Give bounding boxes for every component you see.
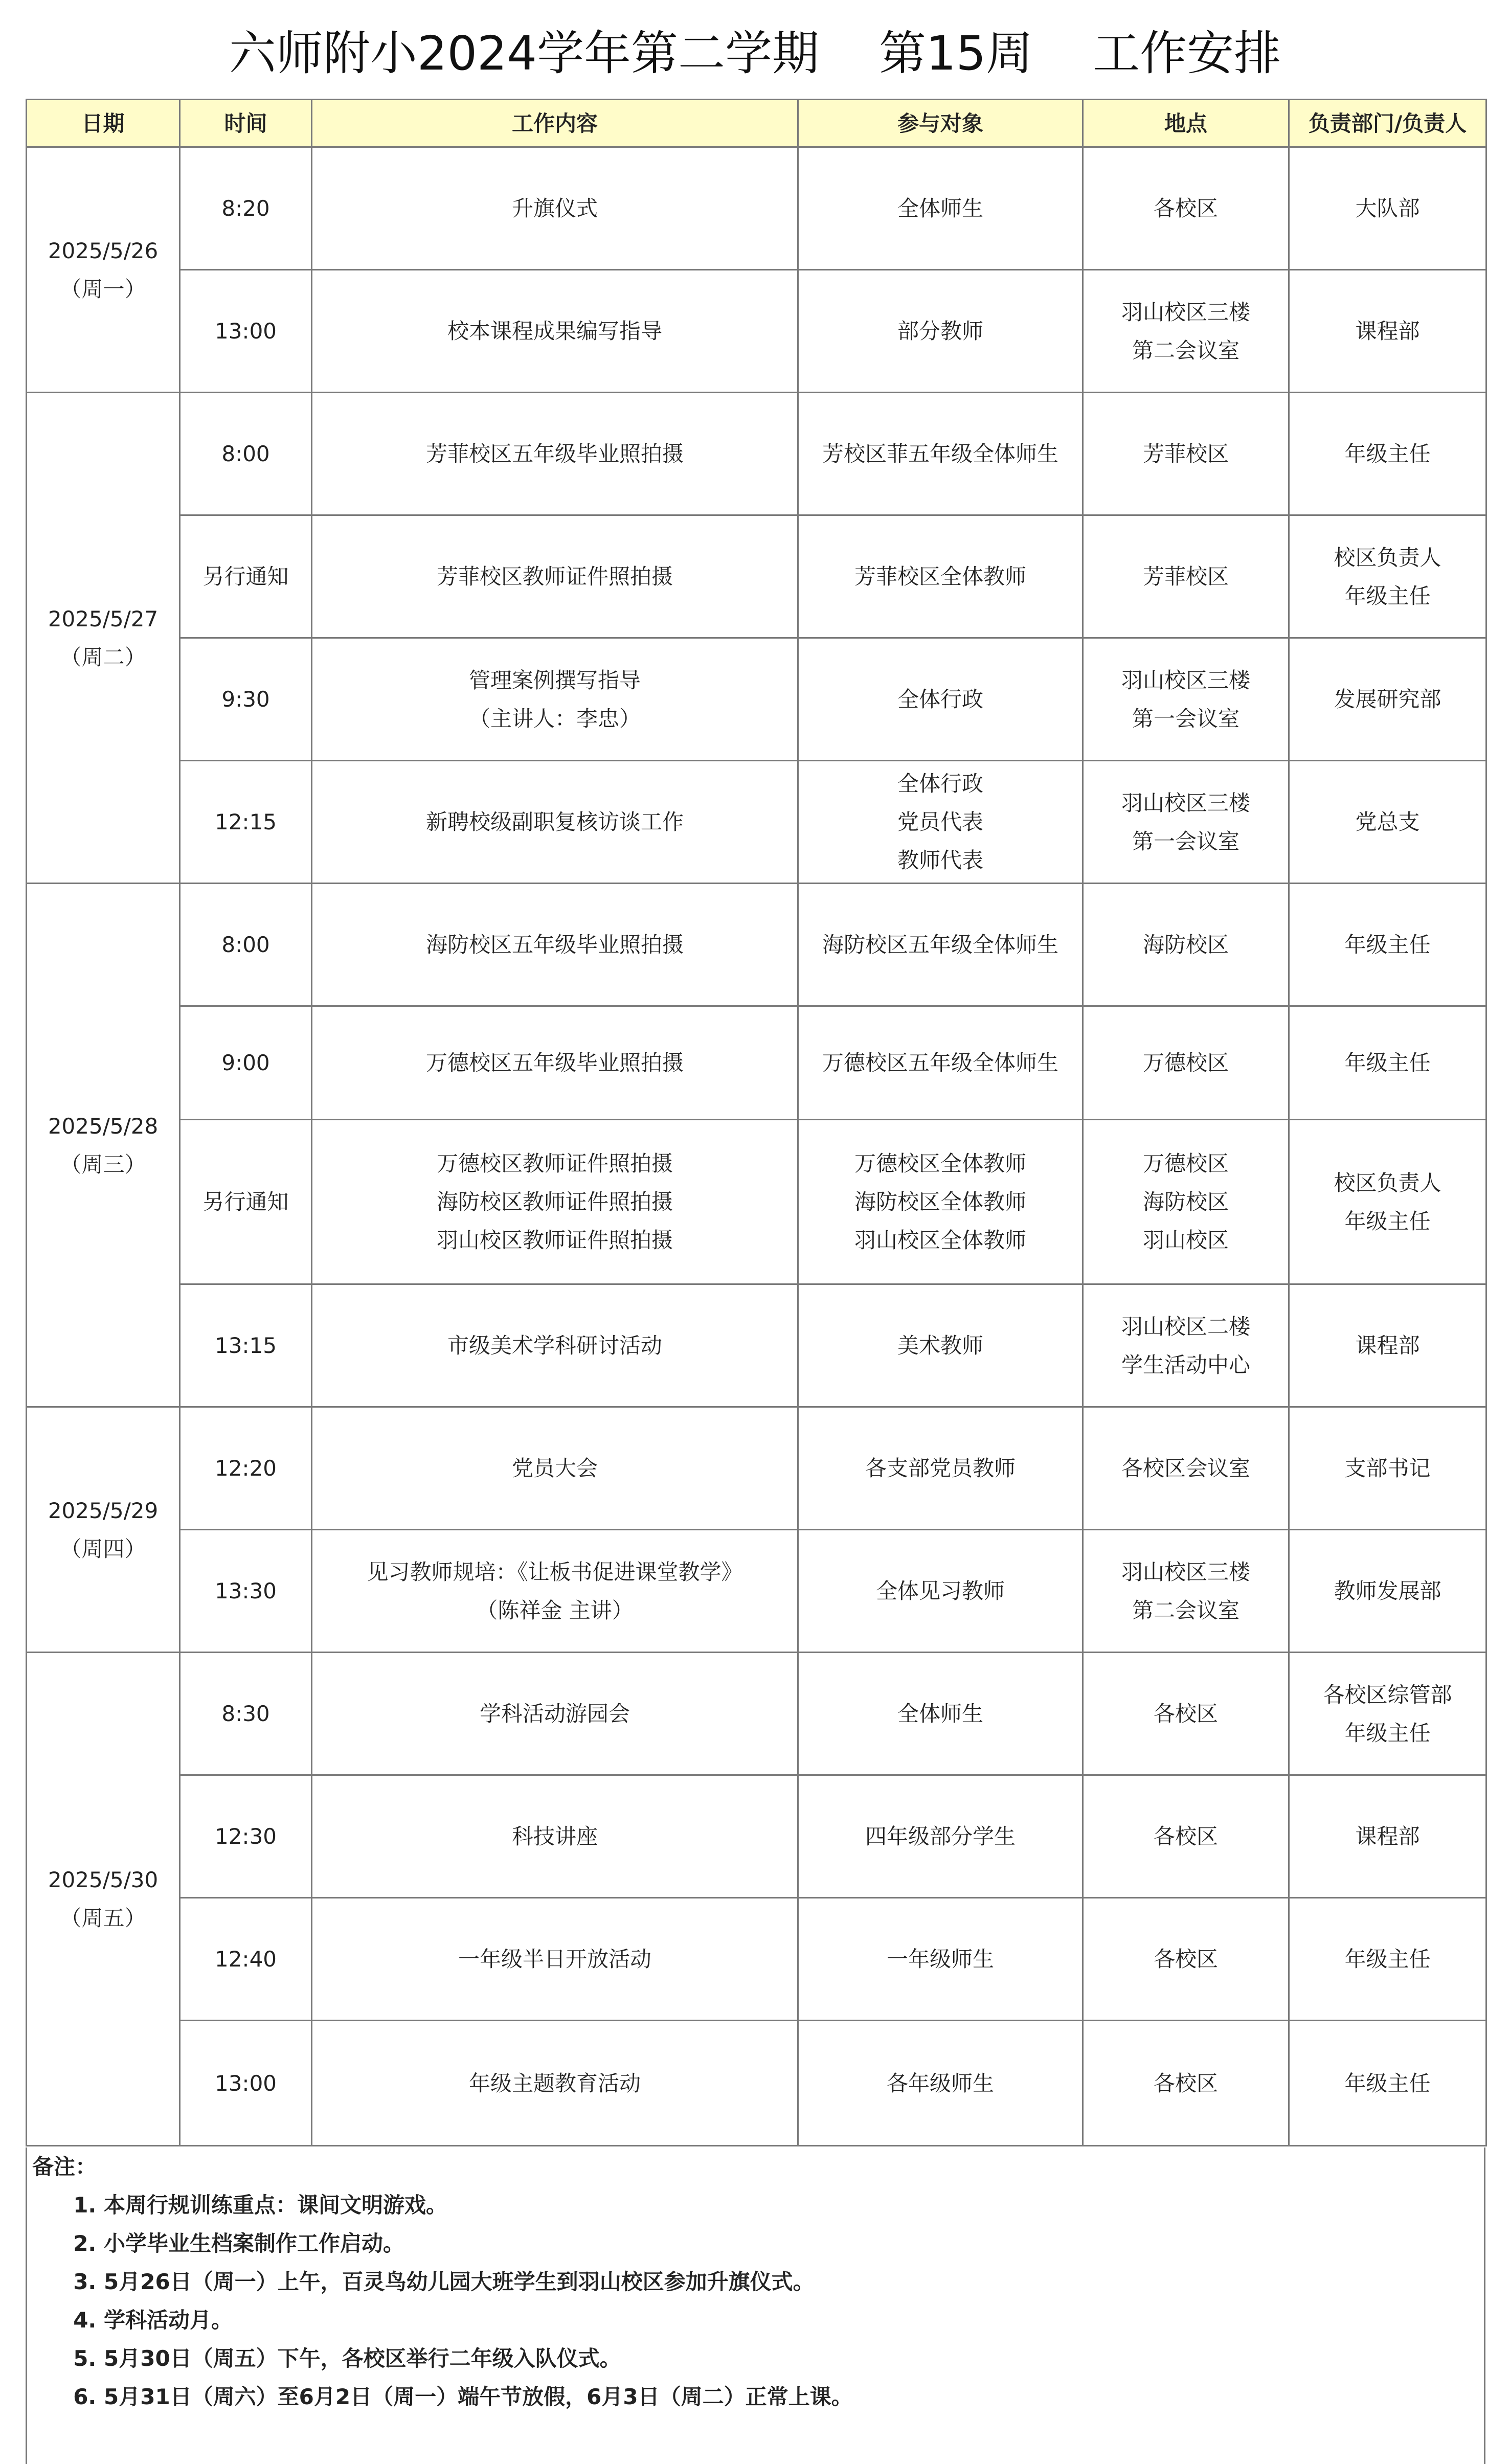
header-location: 地点 [1083,100,1289,147]
content-cell [312,515,798,638]
participants-line: 海防校区全体教师 [854,1189,1026,1214]
participants-line: 万德校区五年级全体师生 [822,1050,1058,1075]
owner-cell [1289,1120,1486,1284]
time-cell: 13:15 [180,1284,312,1407]
table-row [27,393,1486,515]
participants-line: 芳校区菲五年级全体师生 [822,441,1058,466]
owner-cell [1289,393,1486,515]
location-line: 各校区 [1153,1947,1218,1972]
location-line: 羽山校区三楼 [1121,667,1250,693]
location-cell [1083,1530,1289,1653]
participants-line: 羽山校区全体教师 [854,1228,1026,1253]
location-cell [1083,1653,1289,1775]
location-line: 各校区 [1153,2070,1218,2096]
owner-cell [1289,761,1486,884]
content-line: 升旗仪式 [511,196,598,221]
owner-cell [1289,1898,1486,2021]
participants-cell [798,1120,1083,1284]
table-row [27,1775,1486,1898]
notes-section [26,2147,1485,2464]
owner-line: 发展研究部 [1334,687,1441,712]
participants-line: 全体行政 [897,687,983,712]
note-item: 2. 小学毕业生档案制作工作启动。 [104,2224,853,2263]
location-line: 海防校区 [1142,932,1229,957]
content-line: 芳菲校区教师证件照拍摄 [436,564,673,589]
content-line: 市级美术学科研讨活动 [447,1333,662,1358]
table-row [27,1898,1486,2021]
owner-line: 各校区综管部 [1323,1682,1452,1707]
date-cell [27,1653,180,2146]
location-cell [1083,1284,1289,1407]
owner-cell [1289,638,1486,761]
participants-cell [798,1530,1083,1653]
participants-cell [798,638,1083,761]
owner-line: 年级主任 [1344,441,1431,466]
date-value: 2025/5/27 [48,606,159,631]
note-item: 1. 本周行规训练重点：课间文明游戏。 [104,2186,853,2224]
content-line: 年级主题教育活动 [468,2070,641,2096]
date-value: 2025/5/28 [48,1113,159,1139]
time-cell: 9:30 [180,638,312,761]
owner-line: 年级主任 [1344,1208,1431,1234]
content-cell [312,1530,798,1653]
location-line: 万德校区 [1142,1151,1229,1176]
owner-cell [1289,515,1486,638]
content-cell [312,147,798,270]
participants-cell [798,147,1083,270]
participants-line: 全体见习教师 [875,1578,1005,1603]
content-line: 党员大会 [511,1456,598,1481]
location-cell [1083,1898,1289,2021]
table-row [27,1284,1486,1407]
owner-line: 课程部 [1355,319,1420,344]
weekday-value: （周三） [60,1151,146,1177]
content-cell [312,1775,798,1898]
content-line: 校本课程成果编写指导 [447,319,662,344]
participants-line: 芳菲校区全体教师 [854,564,1026,589]
owner-cell [1289,1407,1486,1530]
participants-cell [798,393,1083,515]
location-cell [1083,515,1289,638]
owner-line: 校区负责人 [1334,1170,1441,1195]
time-cell: 13:30 [180,1530,312,1653]
location-line: 第二会议室 [1132,1597,1239,1623]
participants-line: 万德校区全体教师 [854,1151,1026,1176]
table-row [27,270,1486,393]
location-line: 第一会议室 [1132,828,1239,854]
participants-cell [798,515,1083,638]
content-line: 万德校区五年级毕业照拍摄 [425,1050,684,1075]
content-line: 一年级半日开放活动 [458,1947,651,1972]
table-row [27,1407,1486,1530]
location-cell [1083,393,1289,515]
table-row [27,147,1486,270]
table-row [27,1530,1486,1653]
participants-line: 教师代表 [897,848,983,873]
participants-line: 各支部党员教师 [865,1456,1016,1481]
owner-cell [1289,2021,1486,2146]
location-cell [1083,1407,1289,1530]
owner-line: 课程部 [1355,1333,1420,1358]
date-value: 2025/5/26 [48,238,159,263]
owner-cell [1289,1530,1486,1653]
location-line: 万德校区 [1142,1050,1229,1075]
table-row [27,761,1486,884]
owner-line: 支部书记 [1344,1456,1431,1481]
content-cell [312,270,798,393]
content-cell [312,1284,798,1407]
owner-line: 大队部 [1355,196,1420,221]
content-line: 羽山校区教师证件照拍摄 [436,1228,673,1253]
header-owner: 负责部门/负责人 [1289,100,1486,147]
participants-cell [798,884,1083,1006]
time-cell: 另行通知 [180,515,312,638]
owner-cell [1289,1284,1486,1407]
weekday-value: （周二） [60,644,146,670]
owner-line: 年级主任 [1344,1050,1431,1075]
location-cell [1083,147,1289,270]
owner-line: 校区负责人 [1334,545,1441,570]
date-cell [27,884,180,1407]
date-cell [27,393,180,884]
location-line: 学生活动中心 [1121,1352,1250,1377]
content-line: （陈祥金 主讲） [476,1597,634,1623]
notes-title: 备注： [32,2154,97,2179]
location-line: 各校区 [1153,1824,1218,1849]
location-cell [1083,1775,1289,1898]
content-line: 见习教师规培：《让板书促进课堂教学》 [367,1559,743,1585]
participants-line: 美术教师 [897,1333,983,1358]
participants-cell [798,270,1083,393]
time-cell: 12:15 [180,761,312,884]
location-line: 各校区 [1153,1701,1218,1726]
owner-cell [1289,884,1486,1006]
participants-cell [798,761,1083,884]
owner-line: 年级主任 [1344,1720,1431,1746]
table-row [27,884,1486,1006]
table-header-row [27,100,1486,147]
owner-line: 年级主任 [1344,583,1431,608]
time-cell: 12:40 [180,1898,312,2021]
time-cell: 13:00 [180,2021,312,2146]
note-item: 5. 5月30日（周五）下午，各校区举行二年级入队仪式。 [104,2339,853,2378]
owner-cell [1289,270,1486,393]
weekday-value: （周四） [60,1536,146,1562]
schedule-body [27,147,1486,2146]
content-line: 海防校区五年级毕业照拍摄 [425,932,684,957]
time-cell: 12:20 [180,1407,312,1530]
time-cell: 9:00 [180,1006,312,1120]
location-line: 羽山校区二楼 [1121,1314,1250,1339]
owner-line: 年级主任 [1344,932,1431,957]
participants-line: 全体师生 [897,1701,983,1726]
location-cell [1083,884,1289,1006]
header-date: 日期 [27,100,180,147]
location-line: 羽山校区三楼 [1121,299,1250,325]
owner-cell [1289,1653,1486,1775]
participants-line: 部分教师 [897,319,983,344]
header-time: 时间 [180,100,312,147]
location-line: 芳菲校区 [1142,564,1229,589]
location-line: 海防校区 [1142,1189,1229,1214]
participants-cell [798,1775,1083,1898]
owner-line: 年级主任 [1344,2070,1431,2096]
content-line: 学科活动游园会 [479,1701,630,1726]
content-cell [312,1006,798,1120]
content-cell [312,1120,798,1284]
location-line: 各校区会议室 [1121,1456,1250,1481]
participants-line: 全体师生 [897,196,983,221]
content-cell [312,393,798,515]
content-cell [312,1407,798,1530]
table-row [27,1120,1486,1284]
content-line: 管理案例撰写指导 [468,667,641,693]
location-cell [1083,638,1289,761]
content-line: （主讲人：李忠） [468,706,641,731]
location-cell [1083,761,1289,884]
location-line: 第一会议室 [1132,706,1239,731]
location-cell [1083,1006,1289,1120]
location-line: 芳菲校区 [1142,441,1229,466]
location-line: 第二会议室 [1132,337,1239,363]
participants-line: 海防校区五年级全体师生 [822,932,1058,957]
location-line: 各校区 [1153,196,1218,221]
time-cell: 12:30 [180,1775,312,1898]
owner-cell [1289,147,1486,270]
date-value: 2025/5/29 [48,1498,159,1523]
owner-line: 年级主任 [1344,1947,1431,1972]
location-cell [1083,270,1289,393]
content-line: 科技讲座 [511,1824,598,1849]
header-participants: 参与对象 [798,100,1083,147]
page-title: 六师附小2024学年第二学期 第15周 工作安排 [229,26,1281,81]
participants-cell [798,2021,1083,2146]
owner-line: 教师发展部 [1334,1578,1441,1603]
participants-line: 党员代表 [897,809,983,834]
participants-cell [798,1006,1083,1120]
table-row [27,2021,1486,2146]
participants-line: 一年级师生 [886,1947,994,1972]
owner-line: 党总支 [1355,809,1420,834]
note-item: 6. 5月31日（周六）至6月2日（周一）端午节放假，6月3日（周二）正常上课。 [104,2378,853,2416]
location-cell [1083,2021,1289,2146]
weekday-value: （周五） [60,1906,146,1931]
content-cell [312,1653,798,1775]
participants-line: 四年级部分学生 [865,1824,1016,1849]
owner-cell [1289,1006,1486,1120]
notes-list [73,2186,853,2416]
time-cell: 8:00 [180,393,312,515]
time-cell: 8:00 [180,884,312,1006]
content-line: 芳菲校区五年级毕业照拍摄 [425,441,684,466]
participants-cell [798,1653,1083,1775]
table-row [27,515,1486,638]
participants-cell [798,1284,1083,1407]
note-item: 3. 5月26日（周一）上午，百灵鸟幼儿园大班学生到羽山校区参加升旗仪式。 [104,2263,853,2301]
date-cell [27,1407,180,1653]
content-line: 新聘校级副职复核访谈工作 [425,809,684,834]
location-line: 羽山校区 [1142,1228,1229,1253]
content-line: 海防校区教师证件照拍摄 [436,1189,673,1214]
weekday-value: （周一） [60,276,146,302]
participants-line: 全体行政 [897,771,983,796]
participants-cell [798,1407,1083,1530]
owner-line: 课程部 [1355,1824,1420,1849]
time-cell: 8:20 [180,147,312,270]
content-line: 万德校区教师证件照拍摄 [436,1151,673,1176]
note-item: 4. 学科活动月。 [104,2301,853,2339]
owner-cell [1289,1775,1486,1898]
time-cell: 另行通知 [180,1120,312,1284]
content-cell [312,638,798,761]
header-content: 工作内容 [312,100,798,147]
location-line: 羽山校区三楼 [1121,1559,1250,1585]
time-cell: 8:30 [180,1653,312,1775]
schedule-table [26,99,1487,2146]
table-row [27,1006,1486,1120]
date-value: 2025/5/30 [48,1867,159,1892]
content-cell [312,884,798,1006]
date-cell [27,147,180,393]
participants-line: 各年级师生 [886,2070,994,2096]
content-cell [312,2021,798,2146]
content-cell [312,761,798,884]
participants-cell [798,1898,1083,2021]
content-cell [312,1898,798,2021]
location-cell [1083,1120,1289,1284]
location-line: 羽山校区三楼 [1121,790,1250,816]
table-row [27,1653,1486,1775]
time-cell: 13:00 [180,270,312,393]
table-row [27,638,1486,761]
